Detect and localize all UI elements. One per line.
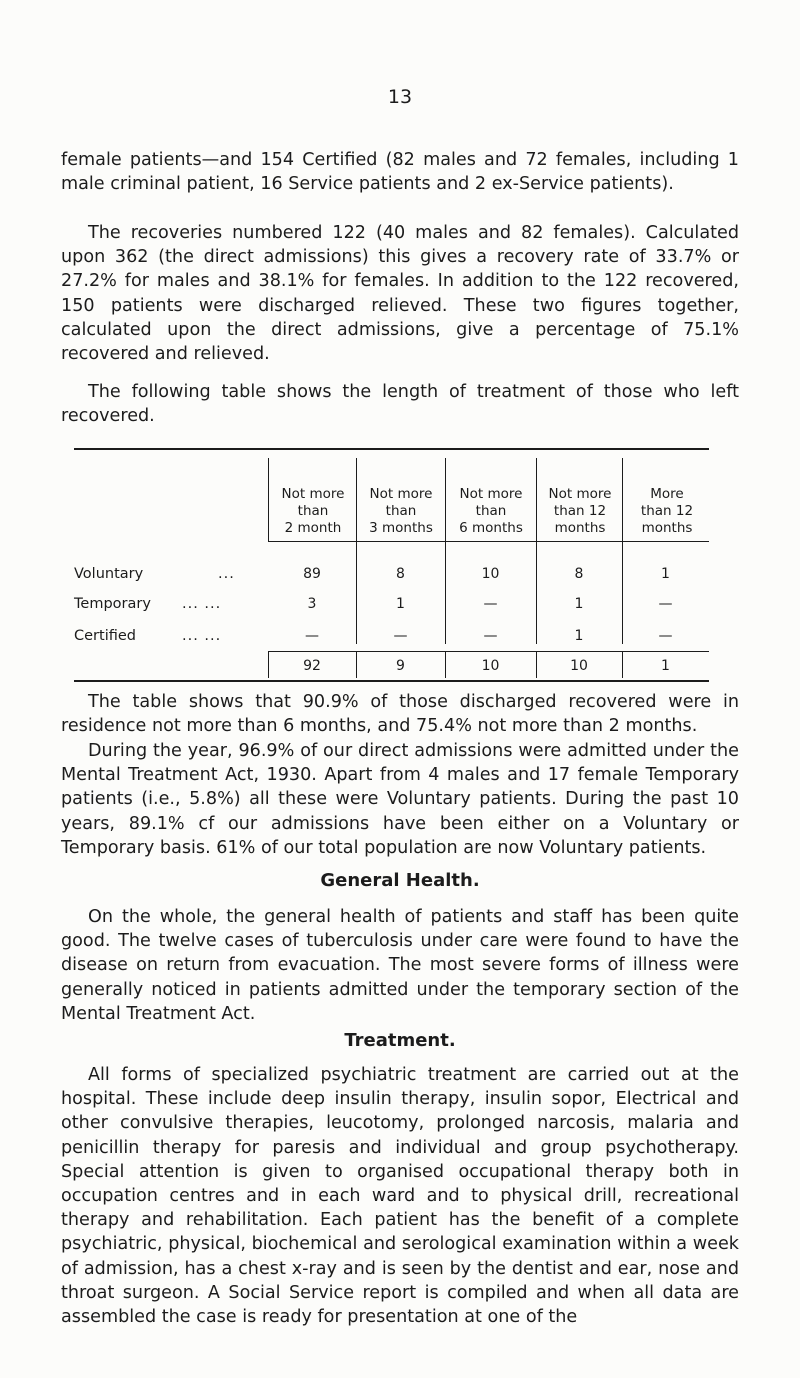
paragraph-admissions: During the year, 96.9% of our direct admissions were admitted under the Mental Treatment Act, 1930. Apart from 4 males and 17 female Temporary patients (i.e., 5.8%) all these were Voluntary patients. During the past 10 years, 89.1% cf our admissions have been either on a Voluntary or Temporary basis. 61% of our total population are now Voluntary patients.	[61, 741, 739, 858]
table-top-rule	[74, 448, 709, 450]
column-divider	[445, 458, 446, 542]
row-leader-dots: ... ...	[182, 596, 222, 612]
table-cell: —	[658, 628, 673, 644]
heading-treatment: Treatment.	[344, 1030, 456, 1051]
table-cell: 1	[396, 596, 405, 612]
row-label-temporary: Temporary	[74, 596, 151, 612]
table-cell: 1	[574, 628, 584, 644]
paragraph-recoveries: The recoveries numbered 122 (40 males and 82 females). Calculated upon 362 (the direct admissions) this gives a recovery rate of 33.7% or 27.2% for males and 38.1% for females. In addition to the 122 recovered, 150 patients were discharged relieved. These two figures together, calculated upon the direct admissions, give a percentage of 75.1% recovered and relieved.	[61, 223, 739, 365]
table-cell: 1	[574, 596, 584, 612]
column-header: Not more than 3 months	[369, 486, 433, 536]
paragraph-table-intro: The following table shows the length of treatment of those who left recovered.	[61, 382, 739, 427]
table-cell: —	[483, 596, 498, 612]
table-cell: —	[483, 628, 498, 644]
total-cell: 10	[481, 658, 500, 674]
total-cell: 1	[661, 658, 670, 674]
paragraph-general-health: On the whole, the general health of patients and staff has been quite good. The twelve cases of tuberculosis under care were found to have the disease on return from evacuation. The most severe forms of illness were generally noticed in patients admitted under the temporary section of the Mental Treatment Act.	[61, 907, 739, 1024]
column-header: Not more than 2 month	[281, 486, 345, 536]
total-cell: 9	[396, 658, 405, 674]
paragraph-treatment: All forms of specialized psychiatric treatment are carried out at the hospital. These include deep insulin therapy, insulin sopor, Electrical and other convulsive therapies, leucotomy, prolonged narcosis, malaria and penicillin therapy for paresis and individual and group psychotherapy. Special attention is given to organised occupational therapy both in occupation centres and in each ward and to physical drill, recreational therapy and rehabilitation. Each patient has the benefit of a complete psychiatric, physical, biochemical and serological examination within a week of admission, has a chest x-ray and is seen by the dentist and ear, nose and throat surgeon. A Social Service report is compiled and when all data are assembled the case is ready for presentation at one of the	[61, 1065, 739, 1328]
table-cell: —	[658, 596, 673, 612]
table-cell: 89	[303, 566, 321, 582]
table-cell: —	[393, 628, 408, 644]
column-divider	[356, 458, 357, 542]
column-header: More than 12 months	[640, 486, 694, 536]
page-number: 13	[387, 86, 413, 108]
column-divider	[268, 458, 269, 542]
column-divider	[536, 458, 537, 542]
table-cell: —	[305, 628, 319, 644]
table-cell: 3	[307, 596, 317, 612]
table-bottom-rule	[74, 680, 709, 682]
table-cell: 10	[481, 566, 500, 582]
row-label-voluntary: Voluntary	[74, 566, 144, 582]
column-header: Not more than 12 months	[548, 486, 612, 536]
total-cell: 92	[303, 658, 321, 674]
heading-general-health: General Health.	[320, 870, 480, 891]
table-cell: 1	[661, 566, 670, 582]
row-label-certified: Certified	[74, 628, 136, 644]
table-cell: 8	[574, 566, 584, 582]
paragraph-patients: female patients—and 154 Certified (82 males and 72 females, including 1 male criminal patient, 16 Service patients and 2 ex-Service patients).	[61, 150, 739, 195]
paragraph-table-summary: The table shows that 90.9% of those discharged recovered were in residence not more than 6 months, and 75.4% not more than 2 months.	[61, 692, 739, 737]
total-cell: 10	[570, 658, 588, 674]
row-leader-dots: ... ...	[182, 628, 222, 644]
header-rule	[268, 541, 709, 542]
row-leader-dots: ...	[218, 566, 235, 582]
table-cell: 8	[396, 566, 405, 582]
column-header: Not more than 6 months	[459, 486, 523, 536]
totals-rule	[268, 651, 709, 652]
column-divider	[622, 458, 623, 542]
